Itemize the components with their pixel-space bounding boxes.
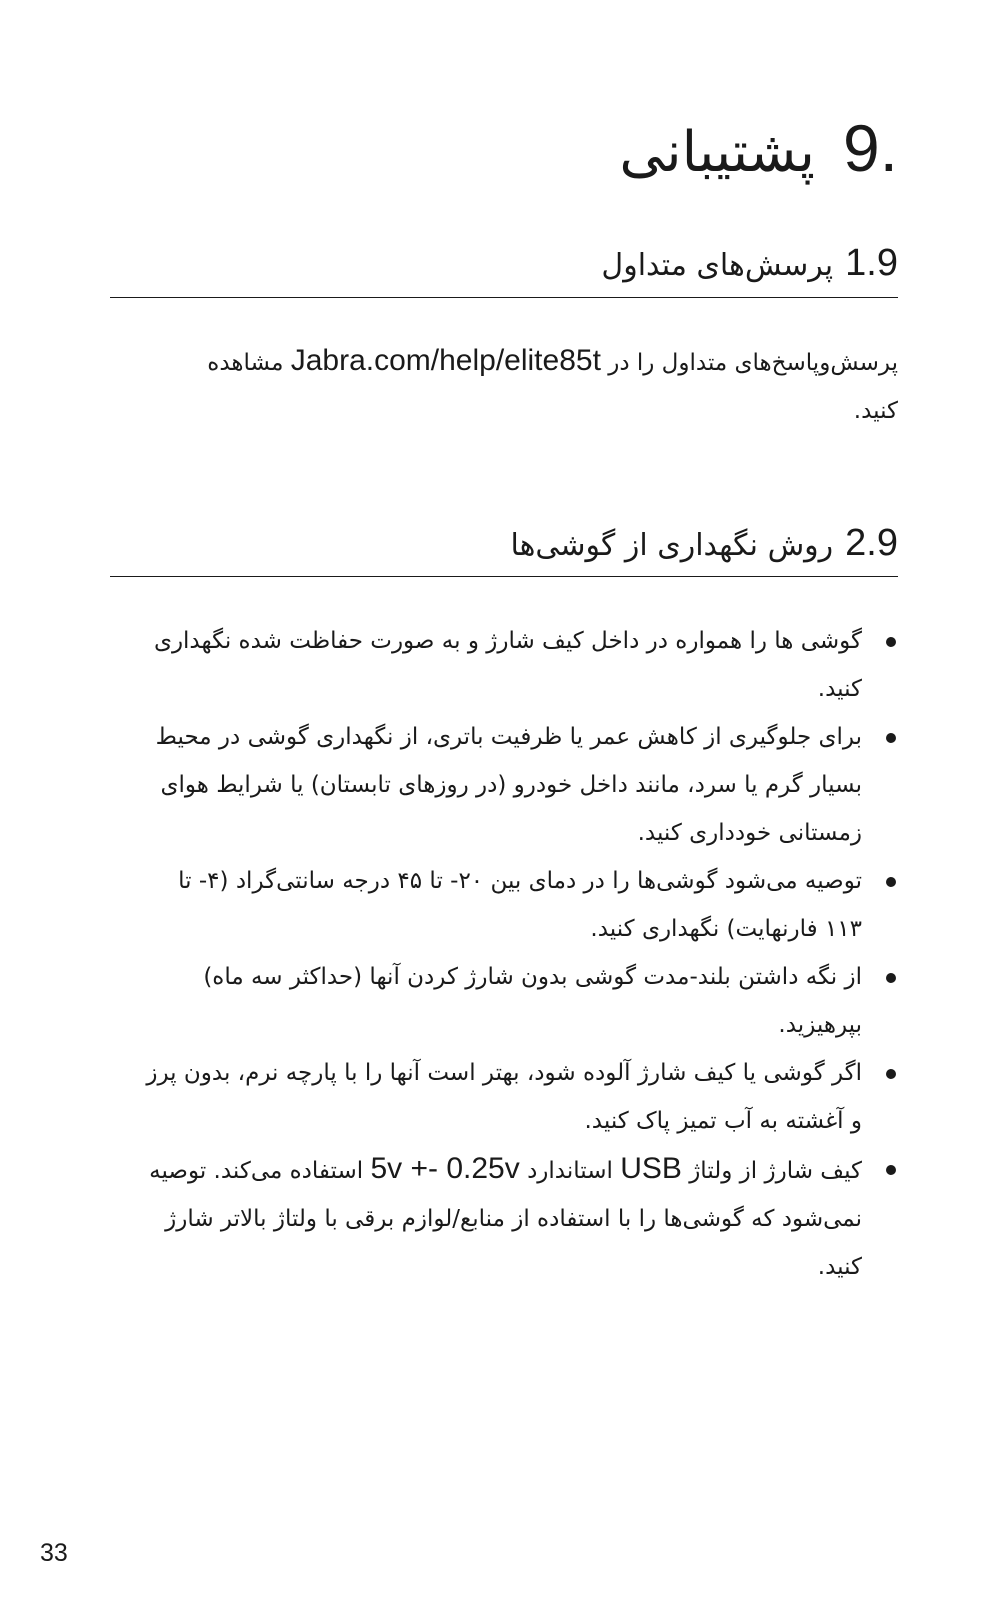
section-1-title bbox=[110, 238, 898, 291]
section-1-title-text: پرسش‌های متداول bbox=[601, 248, 834, 283]
care-tips-list bbox=[140, 617, 898, 1291]
bullet-icon bbox=[886, 973, 896, 983]
list-item-text: اگر گوشی یا کیف شارژ آلوده شود، بهتر است آنها را با پارچه نرم، بدون پرز و آغشته به آب تمیز پاک کنید. bbox=[146, 1060, 862, 1134]
section-2-divider bbox=[110, 576, 898, 577]
bullet-icon bbox=[886, 1069, 896, 1079]
bullet-icon bbox=[886, 1165, 896, 1175]
voltage-value: 5v +- 0.25v bbox=[370, 1152, 520, 1185]
section-2-title-text: روش نگهداری از گوشی‌ها bbox=[510, 528, 834, 563]
list-item-text: از نگه داشتن بلند-مدت گوشی بدون شارژ کردن آنها (حداکثر سه ماه) بپرهیزید. bbox=[203, 964, 862, 1038]
usb-label: USB bbox=[620, 1152, 682, 1185]
list-item-text: توصیه می‌شود گوشی‌ها را در دمای بین ‎-۲۰ تا ۴۵ درجه سانتی‌گراد (‎-۴ تا ۱۱۳ فارنهایت) نگهداری کنید. bbox=[178, 868, 862, 942]
chapter-title bbox=[619, 108, 898, 193]
section-1-body-prefix: پرسش‌وپاسخ‌های متداول را در bbox=[608, 350, 898, 376]
section-1-body bbox=[170, 337, 898, 435]
list-item bbox=[140, 953, 898, 1049]
bullet-icon bbox=[886, 637, 896, 647]
section-1-divider bbox=[110, 297, 898, 298]
section-2-number: 2.9 bbox=[845, 522, 898, 564]
help-link[interactable]: Jabra.com/help/elite85t bbox=[290, 344, 601, 377]
list-item bbox=[140, 713, 898, 857]
manual-page bbox=[110, 0, 898, 1600]
section-1-body-suffix: مشاهده کنید. bbox=[207, 350, 898, 424]
page-number: 33 bbox=[40, 1539, 68, 1567]
list-item-text-before: کیف شارژ از ولتاژ bbox=[689, 1158, 862, 1184]
list-item-text: برای جلوگیری از کاهش عمر یا ظرفیت باتری، از نگهداری گوشی در محیط بسیار گرم یا سرد، مانند داخل خودرو (در روزهای تابستان) یا شرایط هوای زمستانی خودداری کنید. bbox=[155, 724, 862, 846]
bullet-icon bbox=[886, 733, 896, 743]
list-item-text-after: استفاده می‌کند. توصیه نمی‌شود که گوشی‌ها را با استفاده از منابع/لوازم برقی با ولتاژ بالاتر شارژ کنید. bbox=[149, 1158, 862, 1280]
list-item bbox=[140, 857, 898, 953]
list-item-text: گوشی ها را همواره در داخل کیف شارژ و به صورت حفاظت شده نگهداری کنید. bbox=[153, 628, 862, 702]
list-item-text-mid: استاندارد bbox=[527, 1158, 613, 1184]
section-2-title bbox=[110, 518, 898, 571]
bullet-icon bbox=[886, 877, 896, 887]
chapter-number: .9 bbox=[842, 111, 898, 185]
chapter-title-text: پشتیبانی bbox=[619, 120, 815, 185]
list-item bbox=[140, 1049, 898, 1145]
list-item bbox=[140, 617, 898, 713]
section-1-number: 1.9 bbox=[845, 242, 898, 284]
list-item bbox=[140, 1145, 898, 1291]
